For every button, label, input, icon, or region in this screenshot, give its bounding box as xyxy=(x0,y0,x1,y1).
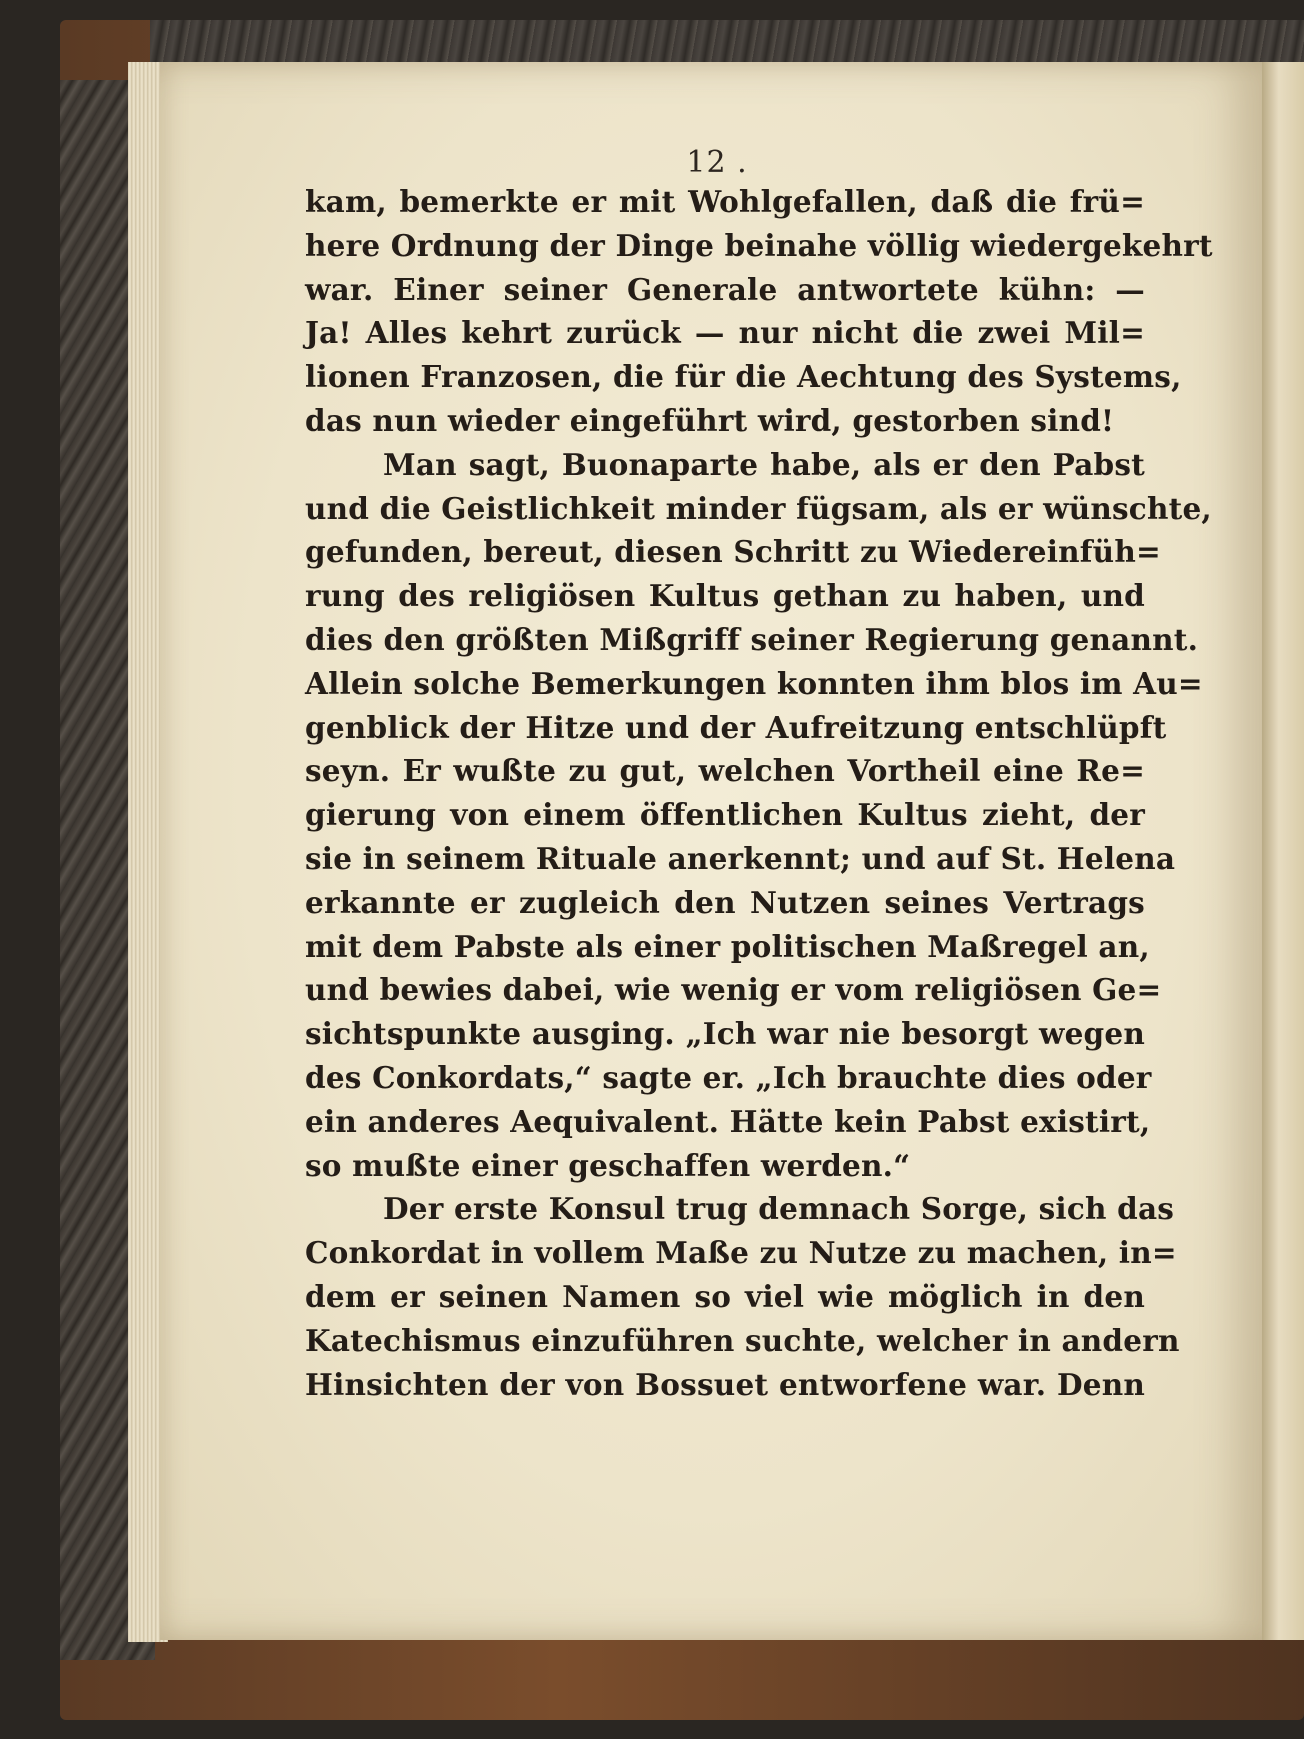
text-line: sichtspunkte ausging. „Ich war nie besorgt wegen xyxy=(305,1016,1145,1052)
page-body-text xyxy=(305,180,1213,1406)
text-line: Ja! Alles kehrt zurück — nur nicht die zwei Mil= xyxy=(305,315,1145,351)
text-line: kam, bemerkte er mit Wohlgefallen, daß die frü= xyxy=(305,184,1145,219)
text-line: des Conkordats,“ sagte er. „Ich brauchte dies oder xyxy=(305,1059,1152,1095)
text-line: Hinsichten der von Bossuet entworfene war. Denn xyxy=(305,1366,1145,1402)
text-line: und bewies dabei, wie wenig er vom religiösen Ge= xyxy=(305,972,1162,1008)
text-line: dem er seinen Namen so viel wie möglich in den xyxy=(305,1278,1145,1314)
page-gutter xyxy=(1262,62,1304,1640)
text-line: Der erste Konsul trug demnach Sorge, sich das xyxy=(383,1191,1175,1227)
text-line: dies den größten Mißgriff seiner Regierung genannt. xyxy=(305,621,1199,657)
text-line: Katechismus einzuführen suchte, welcher in andern xyxy=(305,1322,1180,1358)
text-line: sie in seinem Rituale anerkennt; und auf St. Helena xyxy=(305,840,1176,876)
text-line: Man sagt, Buonaparte habe, als er den Pabst xyxy=(383,446,1145,482)
text-line: rung des religiösen Kultus gethan zu haben, und xyxy=(305,578,1145,614)
text-line: Conkordat in vollem Maße zu Nutze zu machen, in= xyxy=(305,1235,1177,1271)
text-line: ein anderes Aequivalent. Hätte kein Pabst existirt, xyxy=(305,1103,1151,1139)
text-line: here Ordnung der Dinge beinahe völlig wiedergekehrt xyxy=(305,227,1213,263)
text-line: seyn. Er wußte zu gut, welchen Vortheil eine Re= xyxy=(305,753,1145,789)
text-line: mit dem Pabste als einer politischen Maßregel an, xyxy=(305,928,1150,964)
text-line: das nun wieder eingeführt wird, gestorben sind! xyxy=(305,402,1115,438)
page-number: 12 . xyxy=(686,145,748,180)
text-line: gierung von einem öffentlichen Kultus zieht, der xyxy=(305,797,1145,833)
text-line: gefunden, bereut, diesen Schritt zu Wiedereinfüh= xyxy=(305,534,1161,570)
text-line: so mußte einer geschaffen werden.“ xyxy=(305,1147,911,1183)
text-line: erkannte er zugleich den Nutzen seines Vertrags xyxy=(305,884,1145,920)
text-line: lionen Franzosen, die für die Aechtung des Systems, xyxy=(305,359,1182,395)
text-line: Allein solche Bemerkungen konnten ihm blos im Au= xyxy=(305,665,1203,701)
text-line: und die Geistlichkeit minder fügsam, als er wünschte, xyxy=(305,490,1212,526)
text-line: war. Einer seiner Generale antwortete kühn: — xyxy=(305,271,1145,307)
text-line: genblick der Hitze und der Aufreitzung entschlüpft xyxy=(305,709,1167,745)
